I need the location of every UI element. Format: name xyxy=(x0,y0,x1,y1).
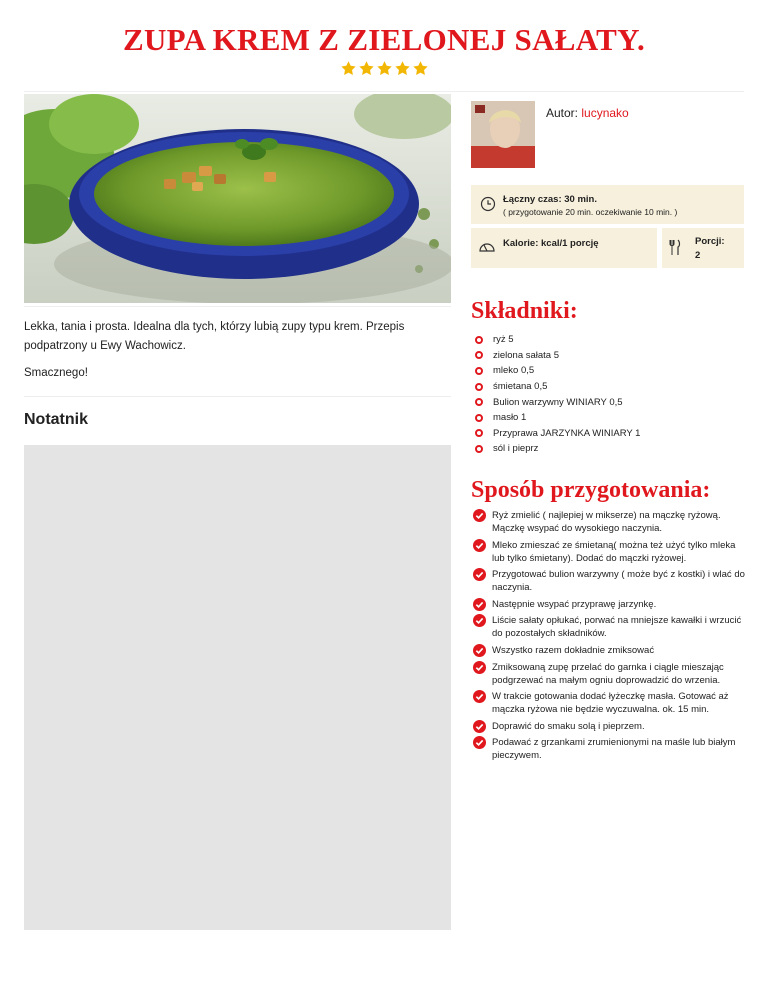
gauge-icon xyxy=(478,239,496,253)
ingredient-text: mleko 0,5 xyxy=(493,365,535,377)
ingredient-item xyxy=(475,348,640,364)
check-icon xyxy=(473,614,486,627)
check-icon xyxy=(473,539,486,552)
recipe-closing: Smacznego! xyxy=(24,367,88,379)
step-item xyxy=(473,644,748,657)
recipe-description: Lekka, tania i prosta. Idealna dla tych, którzy lubią zupy typu krem. Przepis podpatrzony u Ewy Wachowicz. xyxy=(24,321,405,352)
bullet-icon xyxy=(475,414,483,422)
step-item xyxy=(473,568,748,594)
divider xyxy=(24,91,744,92)
step-text: Liście sałaty opłukać, porwać na mniejsze kawałki i wrzucić do pozostałych składników. xyxy=(492,615,742,640)
bullet-icon xyxy=(475,429,483,437)
divider xyxy=(24,306,451,307)
notes-title: Notatnik xyxy=(24,411,88,428)
calories: Kalorie: kcal/1 porcję xyxy=(503,238,599,249)
step-item xyxy=(473,539,748,565)
ingredient-item xyxy=(475,426,640,442)
check-icon xyxy=(473,736,486,749)
author-avatar[interactable] xyxy=(471,101,535,168)
ingredient-item xyxy=(475,394,640,410)
author-link[interactable]: lucynako xyxy=(581,106,629,120)
notes-area[interactable] xyxy=(24,445,451,930)
clock-icon xyxy=(480,196,496,212)
step-text: Następnie wsypać przyprawę jarzynkę. xyxy=(492,598,657,610)
total-time: Łączny czas: 30 min. xyxy=(503,194,597,205)
star-icon xyxy=(412,60,429,77)
step-text: Doprawić do smaku solą i pieprzem. xyxy=(492,720,645,732)
step-text: Wszystko razem dokładnie zmiksować xyxy=(492,644,655,656)
ingredient-text: ryż 5 xyxy=(493,334,514,346)
rating-stars xyxy=(340,60,430,80)
step-item xyxy=(473,509,748,535)
ingredient-text: masło 1 xyxy=(493,412,527,424)
recipe-title: ZUPA KREM Z ZIELONEJ SAŁATY. xyxy=(122,22,646,57)
ingredient-item xyxy=(475,363,640,379)
check-icon xyxy=(473,644,486,657)
divider xyxy=(24,396,451,397)
recipe-photo xyxy=(24,94,451,303)
ingredients-list xyxy=(475,332,640,457)
step-item xyxy=(473,720,748,733)
step-text: Zmiksowaną zupę przelać do garnka i ciągle mieszając podgrzewać na małym ogniu doprowadzić do wrzenia. xyxy=(492,661,724,686)
bullet-icon xyxy=(475,367,483,375)
total-time-box xyxy=(471,185,744,224)
step-text: Mleko zmieszać ze śmietaną( można też użyć tylko mleka lub tylko śmietany). Dodać do mączki ryżowej. xyxy=(492,539,736,564)
ingredient-text: zielona sałata 5 xyxy=(493,349,560,361)
ingredient-item xyxy=(475,441,640,457)
step-item xyxy=(473,661,748,687)
step-item xyxy=(473,614,748,640)
step-text: W trakcie gotowania dodać łyżeczkę masła. Gotować aż mączka ryżowa nie będzie wyczuwalna. ok. 15 min. xyxy=(492,691,729,716)
star-icon xyxy=(358,60,375,77)
check-icon xyxy=(473,568,486,581)
step-text: Przygotować bulion warzywny ( może być z kostki) i wlać do naczynia. xyxy=(492,569,745,594)
bullet-icon xyxy=(475,351,483,359)
ingredient-item xyxy=(475,410,640,426)
ingredient-item xyxy=(475,379,640,395)
ingredients-title: Składniki: xyxy=(471,298,578,324)
bullet-icon xyxy=(475,445,483,453)
check-icon xyxy=(473,598,486,611)
steps-list xyxy=(473,509,748,766)
star-icon xyxy=(340,60,357,77)
star-icon xyxy=(376,60,393,77)
step-text: Podawać z grzankami zrumienionymi na maśle lub białym pieczywem. xyxy=(492,737,736,762)
ingredient-text: Przyprawa JARZYNKA WINIARY 1 xyxy=(493,427,641,439)
time-breakdown: ( przygotowanie 20 min. oczekiwanie 10 min. ) xyxy=(503,207,678,217)
step-item xyxy=(473,690,748,716)
bullet-icon xyxy=(475,336,483,344)
author-line xyxy=(546,106,629,120)
ingredient-item xyxy=(475,332,640,348)
step-item xyxy=(473,598,748,611)
check-icon xyxy=(473,509,486,522)
portions-label: Porcji: xyxy=(695,236,725,247)
check-icon xyxy=(473,690,486,703)
calories-box xyxy=(471,228,657,268)
bullet-icon xyxy=(475,383,483,391)
star-icon xyxy=(394,60,411,77)
bullet-icon xyxy=(475,398,483,406)
step-text: Ryż zmielić ( najlepiej w mikserze) na mączkę ryżową. Mączkę wsypać do wysokiego naczynia. xyxy=(492,510,721,534)
portions-value: 2 xyxy=(695,250,701,261)
ingredient-text: śmietana 0,5 xyxy=(493,381,548,393)
author-label: Autor: xyxy=(546,106,579,120)
check-icon xyxy=(473,661,486,674)
ingredient-text: sól i pieprz xyxy=(493,443,539,455)
ingredient-text: Bulion warzywny WINIARY 0,5 xyxy=(493,396,623,408)
steps-title: Sposób przygotowania: xyxy=(471,477,711,503)
fork-knife-icon xyxy=(669,239,681,256)
portions-box xyxy=(662,228,744,268)
step-item xyxy=(473,736,748,762)
check-icon xyxy=(473,720,486,733)
